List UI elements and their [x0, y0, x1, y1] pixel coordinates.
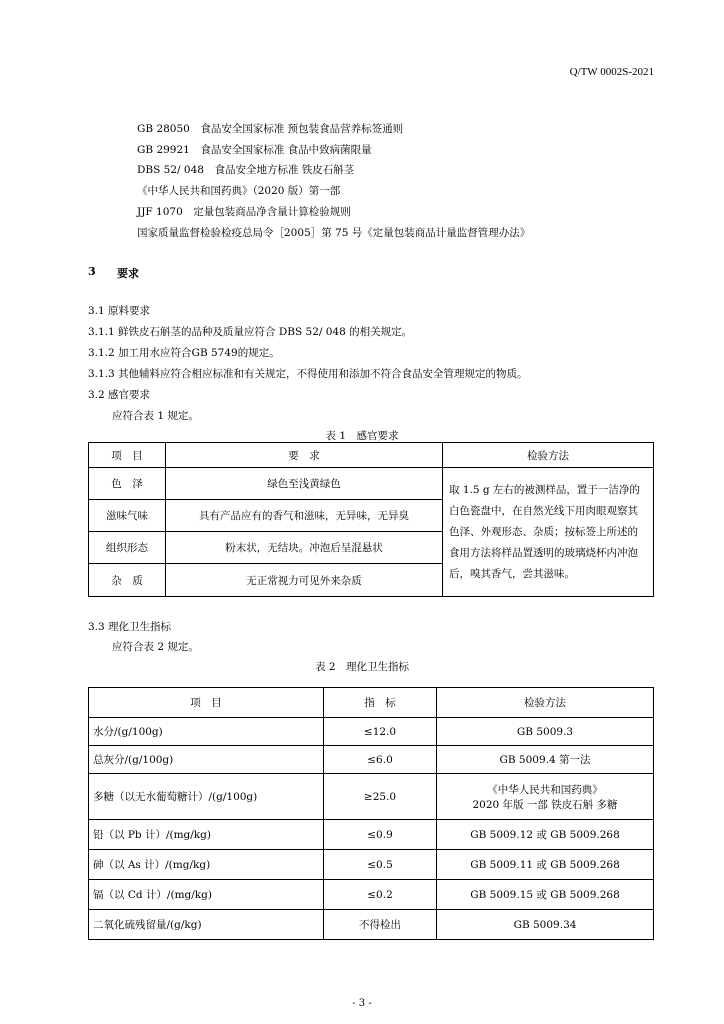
value-cell: ≤0.9 — [324, 820, 437, 850]
requirement-cell: 绿色至浅黄绿色 — [166, 468, 443, 500]
item-cell: 组织形态 — [89, 532, 166, 564]
clause-text: 应符合表 2 规定。 — [112, 641, 199, 653]
clause-heading: 3.2 感官要求 — [88, 389, 151, 401]
method-cell: 取 1.5 g 左右的被测样品，置于一洁净的白色瓷盘中，在自然光线下用肉眼观察其色泽、外观形态、杂质；按标签上所述的食用方法将样品置透明的玻璃烧杯内冲泡后，嗅其香气，尝其滋味。 — [443, 468, 654, 597]
item-cell: 水分/(g/100g) — [89, 718, 324, 746]
clause-heading: 3.3 理化卫生指标 — [88, 621, 172, 633]
item-cell: 多糖（以无水葡萄糖计）/(g/100g) — [89, 774, 324, 820]
table-row — [89, 468, 654, 500]
requirement-cell: 粉末状，无结块。冲泡后呈混悬状 — [166, 532, 443, 564]
document-id: Q/TW 0002S-2021 — [569, 66, 654, 78]
method-cell: GB 5009.34 — [437, 910, 654, 940]
method-cell: GB 5009.3 — [437, 718, 654, 746]
reference-line: DBS 52/ 048 食品安全地方标准 铁皮石斛茎 — [137, 164, 355, 176]
column-header: 项 目 — [89, 688, 324, 718]
item-cell: 杂 质 — [89, 564, 166, 597]
item-cell: 砷（以 As 计）/(mg/kg) — [89, 850, 324, 880]
method-line: 2020 年版 一部 铁皮石斛 多糖 — [472, 798, 618, 811]
method-cell — [437, 774, 654, 820]
requirement-cell: 无正常视力可见外来杂质 — [166, 564, 443, 597]
value-cell: ≤0.2 — [324, 880, 437, 910]
sensory-table — [88, 442, 654, 597]
column-header: 要 求 — [166, 443, 443, 468]
value-cell: ≤0.5 — [324, 850, 437, 880]
physicochemical-table — [88, 687, 654, 940]
value-cell: ≥25.0 — [324, 774, 437, 820]
reference-line: 《中华人民共和国药典》（2020 版）第一部 — [137, 185, 341, 197]
item-cell: 滋味气味 — [89, 500, 166, 532]
table-row — [89, 850, 654, 880]
item-cell: 二氧化硫残留量/(g/kg) — [89, 910, 324, 940]
section-title: 要求 — [117, 267, 139, 280]
item-cell: 色 泽 — [89, 468, 166, 500]
column-header: 项 目 — [89, 443, 166, 468]
method-cell: GB 5009.11 或 GB 5009.268 — [437, 850, 654, 880]
column-header: 检验方法 — [437, 688, 654, 718]
clause-text: 3.1.3 其他辅料应符合相应标准和有关规定，不得使用和添加不符合食品安全管理规定的物质。 — [88, 368, 528, 380]
clause-text: 3.1.1 鲜铁皮石斛茎的品种及质量应符合 DBS 52/ 048 的相关规定。 — [88, 326, 413, 338]
table-row — [89, 880, 654, 910]
table-row — [89, 910, 654, 940]
reference-line: JJF 1070 定量包装商品净含量计算检验规则 — [137, 206, 351, 218]
reference-line: 国家质量监督检验检疫总局令［2005］第 75 号《定量包装商品计量监督管理办法》 — [137, 227, 531, 239]
clause-text: 3.1.2 加工用水应符合GB 5749的规定。 — [88, 347, 280, 359]
method-cell: GB 5009.15 或 GB 5009.268 — [437, 880, 654, 910]
column-header: 指 标 — [324, 688, 437, 718]
table-row — [89, 820, 654, 850]
reference-line: GB 29921 食品安全国家标准 食品中致病菌限量 — [137, 144, 372, 156]
value-cell: ≤6.0 — [324, 746, 437, 774]
table2-caption: 表 2 理化卫生指标 — [314, 661, 410, 673]
value-cell: 不得检出 — [324, 910, 437, 940]
item-cell: 镉（以 Cd 计）/(mg/kg) — [89, 880, 324, 910]
page-number: - 3 - — [352, 998, 372, 1009]
clause-text: 应符合表 1 规定。 — [112, 410, 199, 422]
method-cell: GB 5009.12 或 GB 5009.268 — [437, 820, 654, 850]
clause-heading: 3.1 原料要求 — [88, 305, 151, 317]
requirement-cell: 具有产品应有的香气和滋味，无异味，无异臭 — [166, 500, 443, 532]
table-header-row — [89, 688, 654, 718]
method-line: 《中华人民共和国药典》 — [487, 783, 603, 796]
value-cell: ≤12.0 — [324, 718, 437, 746]
table1-caption: 表 1 感官要求 — [325, 430, 399, 442]
column-header: 检验方法 — [443, 443, 654, 468]
item-cell: 铅（以 Pb 计）/(mg/kg) — [89, 820, 324, 850]
section-number: 3 — [88, 265, 96, 278]
method-cell: GB 5009.4 第一法 — [437, 746, 654, 774]
table-header-row — [89, 443, 654, 468]
item-cell: 总灰分/(g/100g) — [89, 746, 324, 774]
table-row — [89, 746, 654, 774]
reference-line: GB 28050 食品安全国家标准 预包装食品营养标签通则 — [137, 123, 404, 135]
table-row — [89, 774, 654, 820]
table-row — [89, 718, 654, 746]
